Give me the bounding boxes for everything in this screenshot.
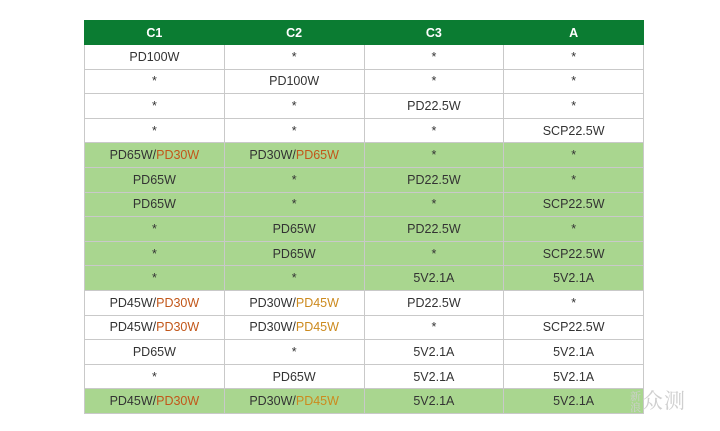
cell-text: * bbox=[431, 246, 437, 261]
cell-text: * bbox=[431, 320, 437, 335]
cell-text: PD30W/ bbox=[249, 320, 296, 335]
cell-text: 5V2.1A bbox=[553, 271, 595, 286]
cell-text: PD65W bbox=[132, 172, 176, 187]
cell-text: * bbox=[151, 369, 157, 384]
cell-a bbox=[504, 217, 644, 242]
cell-text: * bbox=[291, 98, 297, 113]
cell-text: * bbox=[151, 271, 157, 286]
table-row bbox=[85, 94, 644, 119]
cell-text: PD45W/ bbox=[109, 295, 157, 310]
cell-text: SCP22.5W bbox=[542, 123, 605, 138]
cell-c3 bbox=[364, 192, 504, 217]
table-body bbox=[85, 45, 644, 414]
cell-text: * bbox=[571, 148, 577, 163]
cell-c3 bbox=[364, 241, 504, 266]
cell-c1 bbox=[85, 389, 225, 414]
cell-text: 5V2.1A bbox=[413, 369, 455, 384]
cell-a bbox=[504, 241, 644, 266]
cell-text: * bbox=[151, 74, 157, 89]
cell-c1 bbox=[85, 340, 225, 365]
cell-text: * bbox=[571, 74, 577, 89]
cell-text: 5V2.1A bbox=[413, 344, 455, 359]
cell-a bbox=[504, 69, 644, 94]
cell-c2 bbox=[224, 364, 364, 389]
cell-text: * bbox=[291, 123, 297, 138]
table-row bbox=[85, 340, 644, 365]
cell-c3 bbox=[364, 94, 504, 119]
cell-text: 5V2.1A bbox=[553, 394, 595, 409]
table-row bbox=[85, 364, 644, 389]
cell-c3 bbox=[364, 364, 504, 389]
cell-c1 bbox=[85, 167, 225, 192]
cell-a bbox=[504, 266, 644, 291]
cell-c3 bbox=[364, 143, 504, 168]
cell-text: SCP22.5W bbox=[542, 197, 605, 212]
header-a: A bbox=[504, 21, 644, 45]
cell-text: * bbox=[571, 172, 577, 187]
cell-c1 bbox=[85, 45, 225, 70]
cell-c2 bbox=[224, 143, 364, 168]
cell-text: PD30W bbox=[156, 295, 200, 310]
cell-c2 bbox=[224, 69, 364, 94]
power-allocation-table-container bbox=[84, 20, 644, 414]
cell-text: SCP22.5W bbox=[542, 246, 605, 261]
cell-c1 bbox=[85, 192, 225, 217]
cell-text: PD65W bbox=[132, 344, 176, 359]
cell-text: PD65W bbox=[132, 197, 176, 212]
cell-c1 bbox=[85, 94, 225, 119]
cell-text: PD45W bbox=[295, 394, 339, 409]
cell-text: * bbox=[151, 246, 157, 261]
cell-c3 bbox=[364, 389, 504, 414]
cell-text: * bbox=[291, 344, 297, 359]
cell-c2 bbox=[224, 118, 364, 143]
cell-text: PD30W/ bbox=[249, 148, 296, 163]
table-row bbox=[85, 45, 644, 70]
cell-text: * bbox=[291, 172, 297, 187]
cell-c2 bbox=[224, 241, 364, 266]
cell-c2 bbox=[224, 167, 364, 192]
cell-c3 bbox=[364, 340, 504, 365]
watermark-small-text: 新浪 bbox=[630, 390, 642, 414]
cell-c3 bbox=[364, 315, 504, 340]
cell-c2 bbox=[224, 94, 364, 119]
cell-text: PD65W bbox=[272, 221, 316, 236]
cell-text: PD100W bbox=[269, 74, 320, 89]
cell-text: * bbox=[571, 98, 577, 113]
cell-text: PD65W bbox=[272, 369, 316, 384]
cell-c1 bbox=[85, 69, 225, 94]
cell-c1 bbox=[85, 118, 225, 143]
cell-text: PD45W bbox=[295, 320, 339, 335]
cell-text: PD22.5W bbox=[407, 172, 461, 187]
table-row bbox=[85, 192, 644, 217]
table-row bbox=[85, 241, 644, 266]
cell-text: PD30W bbox=[156, 394, 200, 409]
cell-text: * bbox=[571, 295, 577, 310]
cell-text: * bbox=[571, 49, 577, 64]
cell-c2 bbox=[224, 45, 364, 70]
table-row bbox=[85, 389, 644, 414]
cell-text: 5V2.1A bbox=[413, 394, 455, 409]
cell-a bbox=[504, 94, 644, 119]
cell-text: * bbox=[151, 98, 157, 113]
cell-c1 bbox=[85, 290, 225, 315]
cell-text: PD22.5W bbox=[407, 221, 461, 236]
cell-a bbox=[504, 118, 644, 143]
cell-c1 bbox=[85, 241, 225, 266]
table-row bbox=[85, 167, 644, 192]
cell-c3 bbox=[364, 290, 504, 315]
cell-c3 bbox=[364, 45, 504, 70]
cell-text: PD22.5W bbox=[407, 295, 461, 310]
table-row bbox=[85, 217, 644, 242]
watermark bbox=[630, 385, 718, 415]
cell-text: * bbox=[431, 123, 437, 138]
cell-c1 bbox=[85, 266, 225, 291]
cell-c3 bbox=[364, 69, 504, 94]
cell-c3 bbox=[364, 118, 504, 143]
cell-text: * bbox=[431, 148, 437, 163]
cell-text: * bbox=[431, 49, 437, 64]
cell-text: PD45W/ bbox=[109, 320, 157, 335]
cell-text: 5V2.1A bbox=[413, 271, 455, 286]
cell-c2 bbox=[224, 340, 364, 365]
cell-c2 bbox=[224, 192, 364, 217]
cell-text: * bbox=[291, 49, 297, 64]
cell-a bbox=[504, 192, 644, 217]
header-c3: C3 bbox=[364, 21, 504, 45]
table-row bbox=[85, 315, 644, 340]
cell-text: PD45W bbox=[295, 295, 339, 310]
cell-a bbox=[504, 389, 644, 414]
cell-text: PD30W/ bbox=[249, 394, 296, 409]
cell-a bbox=[504, 290, 644, 315]
cell-text: PD30W bbox=[156, 320, 200, 335]
cell-c1 bbox=[85, 143, 225, 168]
cell-text: PD45W/ bbox=[109, 394, 157, 409]
cell-a bbox=[504, 364, 644, 389]
cell-c3 bbox=[364, 167, 504, 192]
table-row bbox=[85, 118, 644, 143]
cell-c2 bbox=[224, 266, 364, 291]
cell-text: * bbox=[431, 197, 437, 212]
cell-a bbox=[504, 340, 644, 365]
watermark-large-text: 众测 bbox=[642, 389, 686, 413]
cell-text: * bbox=[571, 221, 577, 236]
power-allocation-table bbox=[84, 20, 644, 414]
cell-c3 bbox=[364, 217, 504, 242]
cell-text: * bbox=[291, 197, 297, 212]
table-header-row bbox=[85, 21, 644, 45]
cell-text: PD100W bbox=[129, 49, 180, 64]
table-row bbox=[85, 69, 644, 94]
cell-text: SCP22.5W bbox=[542, 320, 605, 335]
cell-text: PD22.5W bbox=[407, 98, 461, 113]
cell-text: PD65W bbox=[272, 246, 316, 261]
cell-c3 bbox=[364, 266, 504, 291]
cell-text: PD65W bbox=[295, 148, 339, 163]
header-c1: C1 bbox=[85, 21, 225, 45]
cell-a bbox=[504, 45, 644, 70]
cell-text: 5V2.1A bbox=[553, 369, 595, 384]
cell-a bbox=[504, 143, 644, 168]
cell-text: * bbox=[151, 123, 157, 138]
table-row bbox=[85, 266, 644, 291]
cell-c2 bbox=[224, 315, 364, 340]
cell-c2 bbox=[224, 217, 364, 242]
cell-a bbox=[504, 315, 644, 340]
cell-c1 bbox=[85, 217, 225, 242]
cell-c2 bbox=[224, 290, 364, 315]
cell-text: PD30W/ bbox=[249, 295, 296, 310]
cell-text: 5V2.1A bbox=[553, 344, 595, 359]
cell-text: PD65W/ bbox=[109, 148, 157, 163]
cell-c1 bbox=[85, 364, 225, 389]
cell-c1 bbox=[85, 315, 225, 340]
header-c2: C2 bbox=[224, 21, 364, 45]
cell-a bbox=[504, 167, 644, 192]
cell-text: * bbox=[291, 271, 297, 286]
cell-text: * bbox=[431, 74, 437, 89]
cell-text: PD30W bbox=[156, 148, 200, 163]
table-row bbox=[85, 143, 644, 168]
cell-text: * bbox=[151, 221, 157, 236]
table-row bbox=[85, 290, 644, 315]
cell-c2 bbox=[224, 389, 364, 414]
